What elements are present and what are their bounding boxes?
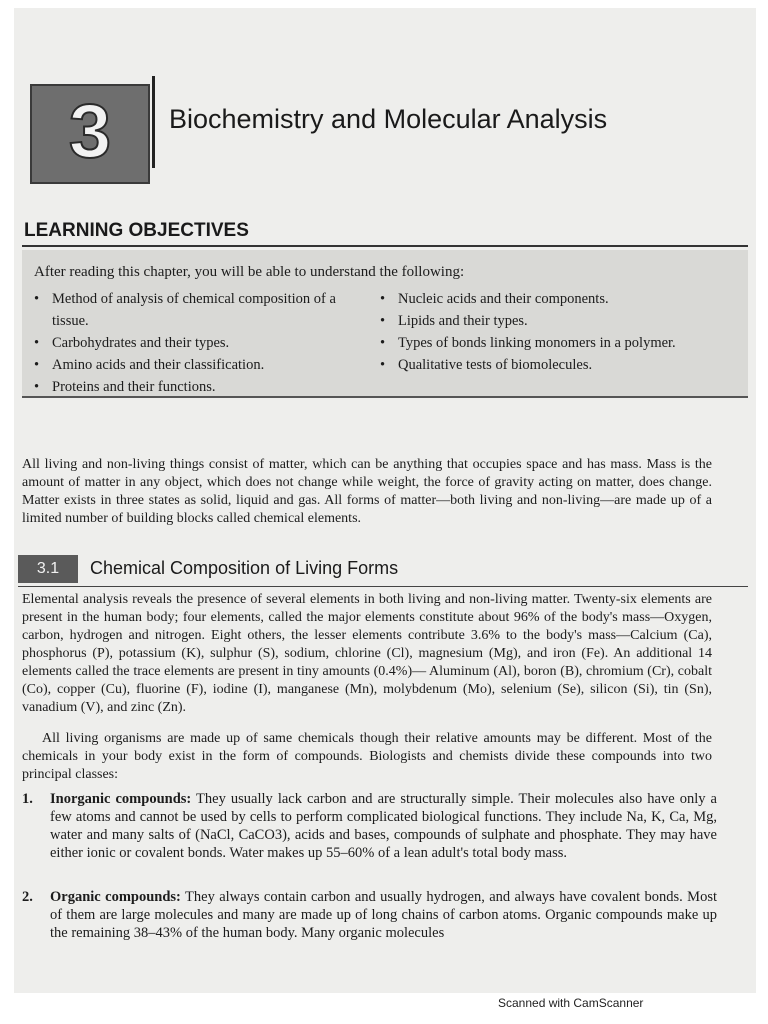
objective-item: • Amino acids and their classification.: [32, 354, 372, 376]
list-text: They always contain carbon and usually hydrogen, and always have covalent bonds. Most of them are large molecules and many are made up of long chains of carbon atoms. Organic compounds make up the remaining 38–43% of the human body. Many organic molecules: [50, 889, 717, 941]
section-number: 3.1: [18, 555, 78, 583]
bullet-icon: •: [34, 357, 40, 373]
bullet-icon: •: [380, 335, 386, 351]
objective-item: • Method of analysis of chemical composition of a tissue.: [32, 288, 372, 332]
list-item-inorganic: [22, 790, 717, 862]
chapter-divider: [152, 76, 155, 168]
section-paragraph-1: Elemental analysis reveals the presence of several elements in both living and non-living matter. Twenty-six elements are present in the human body; four elements, called the major elements constitute about 96% of the body's mass—Oxygen, carbon, hydrogen and nitrogen. Eight others, the lesser elements contribute 3.6% to the body's mass—Calcium (Ca), phosphorus (P), potassium (K), sulphur (S), sodium, chlorine (Cl), magnesium (Mg), and iron (Fe). An additional 14 elements called the trace elements are present in tiny amounts (0.4%)— Aluminum (Al), boron (B), chromium (Cr), cobalt (Co), copper (Cu), fluorine (F), iodine (I), manganese (Mn), molybdenum (Mo), selenium (Se), silicon (Si), tin (Sn), vanadium (V), and zinc (Zn).: [22, 592, 712, 715]
objective-item: • Proteins and their functions.: [32, 376, 372, 398]
list-number: 2.: [22, 889, 33, 905]
section-paragraph-2: All living organisms are made up of same chemicals though their relative amounts may be different. Most of the chemicals in your body exist in the form of compounds. Biologists and chemists divide these compounds into two principal classes:: [22, 731, 712, 782]
learning-objectives-rule: [22, 245, 748, 247]
section-title: Chemical Composition of Living Forms: [90, 558, 399, 578]
bullet-icon: •: [380, 291, 386, 307]
section-heading: [18, 555, 748, 585]
scanner-watermark: Scanned with CamScanner: [498, 996, 644, 1010]
chapter-number: 3: [68, 89, 112, 174]
objective-item: • Qualitative tests of biomolecules.: [378, 354, 743, 376]
objectives-left-list: [32, 288, 372, 398]
bullet-icon: •: [34, 291, 40, 307]
bullet-icon: •: [380, 357, 386, 373]
list-text: They usually lack carbon and are structurally simple. Their molecules also have only a few atoms and cannot be used by cells to perform complicated biological functions. They include Na, K, Ca, Mg, water and many salts of (NaCl, CaCO3), acids and bases, compounds of sulphate and phosphate. They may have either ionic or covalent bonds. Water makes up 55–60% of a lean adult's total body mass.: [50, 791, 717, 861]
bullet-icon: •: [34, 379, 40, 395]
objective-item: • Types of bonds linking monomers in a polymer.: [378, 332, 743, 354]
learning-objectives-heading: LEARNING OBJECTIVES: [24, 220, 249, 241]
objective-item: • Nucleic acids and their components.: [378, 288, 743, 310]
objective-item: • Lipids and their types.: [378, 310, 743, 332]
intro-paragraph: All living and non-living things consist of matter, which can be anything that occupies space and has mass. Mass is the amount of matter in any object, which does not change while weight, the force of gravity acting on matter, does change. Matter exists in three states as solid, liquid and gas. All forms of matter—both living and non-living—are made up of a limited number of building blocks called chemical elements.: [22, 457, 712, 526]
learning-objectives-intro: After reading this chapter, you will be able to understand the following:: [34, 264, 465, 280]
list-term: Inorganic compounds:: [50, 791, 192, 807]
bullet-icon: •: [380, 313, 386, 329]
section-rule: [18, 586, 748, 587]
chapter-number-box: [30, 84, 150, 184]
list-term: Organic compounds:: [50, 889, 181, 905]
objective-item: • Carbohydrates and their types.: [32, 332, 372, 354]
objectives-right-list: [378, 288, 743, 376]
scanned-page: [14, 8, 756, 993]
list-number: 1.: [22, 791, 33, 807]
bullet-icon: •: [34, 335, 40, 351]
chapter-title: Biochemistry and Molecular Analysis: [169, 104, 608, 134]
learning-objectives-box: [22, 250, 748, 398]
list-item-organic: [22, 888, 717, 942]
